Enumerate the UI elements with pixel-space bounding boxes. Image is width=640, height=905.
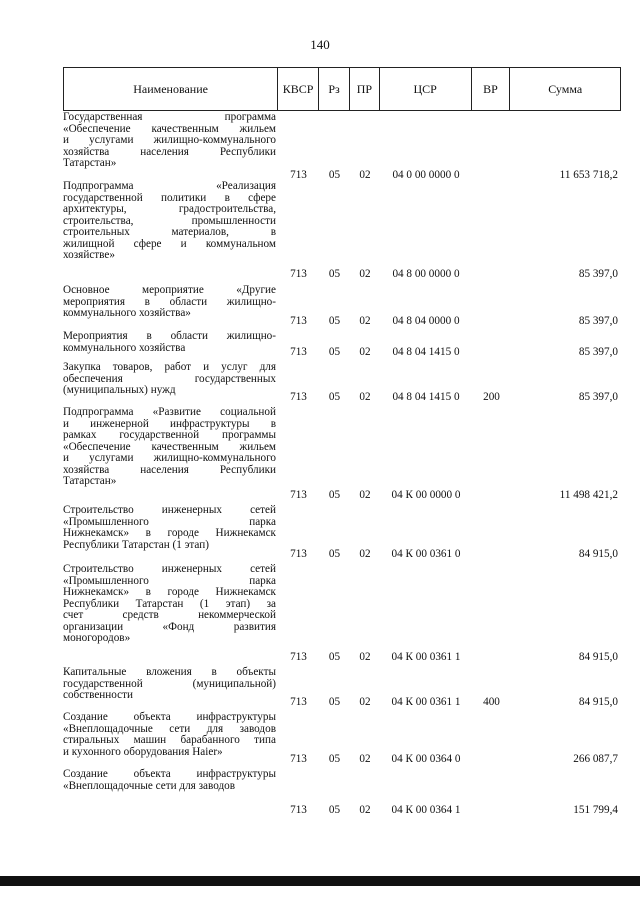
- row-pr: 02: [359, 696, 371, 709]
- row-name-line: стиральных машин барабанного типа: [63, 734, 276, 747]
- row-kvsr: 713: [290, 315, 307, 328]
- row-name-line: хозяйства населения Республики: [63, 145, 276, 158]
- page-number: 140: [310, 37, 330, 52]
- row-name: [63, 362, 278, 397]
- row-name-line: Подпрограмма «Реализация: [63, 180, 276, 192]
- row-name-line: Республики Татарстан (1 этап) за: [63, 597, 276, 610]
- table-row: [63, 769, 621, 819]
- header-rz: Рз: [319, 68, 350, 110]
- row-name: [63, 564, 278, 645]
- row-kvsr: 713: [290, 548, 307, 561]
- row-sum: 151 799,4: [573, 804, 618, 817]
- row-kvsr: 713: [290, 696, 307, 709]
- row-name-line: Нижнекамск» в городе Нижнекамск: [63, 527, 276, 540]
- row-name-line: «Внеплощадочные сети для заводов: [63, 722, 276, 735]
- row-name-line: хозяйстве»: [63, 249, 115, 262]
- row-name-line: счет средств некоммерческой: [63, 609, 276, 622]
- row-csr: 04 8 04 1415 0: [392, 346, 460, 359]
- row-name-line: государственной политики в сфере: [63, 191, 276, 204]
- row-sum: 84 915,0: [578, 651, 618, 664]
- row-kvsr: 713: [290, 391, 307, 404]
- row-vr: [472, 359, 511, 361]
- row-rz: 05: [328, 268, 341, 281]
- row-pr: 02: [359, 346, 371, 359]
- row-name-line: и услугами жилищно-коммунального: [63, 134, 276, 147]
- row-name-line: собственности: [63, 689, 133, 702]
- table-row: [63, 667, 621, 711]
- row-vr: [472, 502, 511, 504]
- table-header: [63, 67, 621, 111]
- row-rz: 05: [328, 169, 341, 182]
- row-name: [63, 712, 278, 758]
- row-name-line: Государственная программа: [63, 111, 276, 123]
- row-kvsr: 713: [290, 268, 307, 281]
- row-name-line: коммунального хозяйства»: [63, 307, 191, 320]
- row-name-line: Создание объекта инфраструктуры: [63, 711, 276, 723]
- row-name-line: государственной (муниципальной): [63, 677, 276, 690]
- row-name: [63, 285, 278, 320]
- row-sum: 11 498 421,2: [559, 489, 618, 502]
- row-name-line: Строительство инженерных сетей: [63, 504, 276, 516]
- row-csr: 04 К 00 0364 1: [391, 804, 461, 817]
- row-csr: 04 К 00 0361 0: [391, 548, 461, 561]
- row-sum: 84 915,0: [578, 696, 618, 709]
- row-name-line: «Обеспечение качественным жильем: [63, 122, 276, 135]
- row-pr: 02: [359, 268, 371, 281]
- row-vr: [472, 664, 511, 666]
- header-csr: ЦСР: [380, 68, 472, 110]
- row-vr: [472, 561, 511, 563]
- row-name-line: моногородов»: [63, 632, 131, 645]
- row-csr: 04 К 00 0361 1: [391, 696, 461, 709]
- row-kvsr: 713: [290, 804, 307, 817]
- table-row: [63, 564, 621, 666]
- row-name-line: Республики Татарстан (1 этап): [63, 538, 209, 551]
- row-name-line: коммунального хозяйства: [63, 341, 186, 354]
- row-kvsr: 713: [290, 346, 307, 359]
- row-name-line: жилищной сфере и коммунальном: [63, 237, 276, 250]
- row-name-line: Основное мероприятие «Другие: [63, 284, 276, 296]
- row-name: [63, 407, 278, 488]
- table-row: [63, 112, 621, 184]
- row-pr: 02: [359, 804, 371, 817]
- row-name-line: Капитальные вложения в объекты: [63, 666, 276, 678]
- row-name: [63, 769, 278, 792]
- header-vr: ВР: [472, 68, 511, 110]
- row-kvsr: 713: [290, 651, 307, 664]
- row-rz: 05: [328, 651, 341, 664]
- row-csr: 04 К 00 0364 0: [391, 753, 461, 766]
- row-vr: [472, 281, 511, 283]
- row-name-line: Мероприятия в области жилищно-: [63, 330, 276, 342]
- row-pr: 02: [359, 391, 371, 404]
- row-name: [63, 181, 278, 262]
- row-pr: 02: [359, 753, 371, 766]
- row-csr: 04 8 00 0000 0: [392, 268, 460, 281]
- row-name-line: и кухонного оборудования Haier»: [63, 745, 223, 758]
- row-pr: 02: [359, 651, 371, 664]
- row-rz: 05: [328, 346, 341, 359]
- row-sum: 11 653 718,2: [559, 169, 618, 182]
- row-name-line: Подпрограмма «Развитие социальной: [63, 406, 276, 418]
- header-pr: ПР: [350, 68, 380, 110]
- row-csr: 04 8 04 1415 0: [392, 391, 460, 404]
- row-name-line: «Обеспечение качественным жильем: [63, 440, 276, 453]
- table-row: [63, 505, 621, 563]
- row-csr: 04 К 00 0000 0: [391, 489, 461, 502]
- row-name: [63, 505, 278, 551]
- row-name-line: хозяйства населения Республики: [63, 463, 276, 476]
- header-kvsr: КВСР: [278, 68, 319, 110]
- row-name-line: обеспечения государственных: [63, 372, 276, 385]
- row-name-line: Татарстан»: [63, 475, 117, 488]
- row-name-line: и инженерной инфраструктуры в: [63, 417, 276, 430]
- table-row: [63, 331, 621, 361]
- row-name-line: Закупка товаров, работ и услуг для: [63, 361, 276, 373]
- row-name: [63, 112, 278, 170]
- row-rz: 05: [328, 696, 341, 709]
- row-kvsr: 713: [290, 489, 307, 502]
- row-name-line: мероприятия в области жилищно-: [63, 295, 276, 308]
- row-pr: 02: [359, 169, 371, 182]
- table-row: [63, 362, 621, 406]
- row-sum: 85 397,0: [578, 391, 618, 404]
- row-name-line: организации «Фонд развития: [63, 620, 276, 633]
- budget-table: [63, 67, 621, 817]
- row-name-line: и услугами жилищно-коммунального: [63, 452, 276, 465]
- row-name-line: Нижнекамск» в городе Нижнекамск: [63, 586, 276, 599]
- row-sum: 85 397,0: [578, 268, 618, 281]
- row-pr: 02: [359, 548, 371, 561]
- row-kvsr: 713: [290, 753, 307, 766]
- row-vr: 400: [483, 696, 500, 709]
- row-name-line: Строительство инженерных сетей: [63, 563, 276, 575]
- row-name-line: Создание объекта инфраструктуры: [63, 768, 276, 780]
- row-vr: 200: [483, 391, 500, 404]
- table-row: [63, 181, 621, 283]
- row-rz: 05: [328, 391, 341, 404]
- row-name: [63, 667, 278, 702]
- row-csr: 04 8 04 0000 0: [392, 315, 460, 328]
- row-csr: 04 К 00 0361 1: [391, 651, 461, 664]
- table-row: [63, 712, 621, 768]
- row-rz: 05: [328, 804, 341, 817]
- row-name-line: архитектуры, градостроительства,: [63, 203, 276, 216]
- row-vr: [472, 817, 511, 819]
- row-pr: 02: [359, 489, 371, 502]
- row-rz: 05: [328, 753, 341, 766]
- row-name-line: (муниципальных) нужд: [63, 384, 176, 397]
- row-csr: 04 0 00 0000 0: [392, 169, 460, 182]
- header-sum: Сумма: [548, 81, 583, 96]
- row-rz: 05: [328, 548, 341, 561]
- table-row: [63, 407, 621, 504]
- row-sum: 266 087,7: [573, 753, 618, 766]
- row-name-line: строительных материалов, в: [63, 226, 276, 239]
- row-sum: 85 397,0: [578, 346, 618, 359]
- row-name-line: «Внеплощадочные сети для заводов: [63, 779, 236, 792]
- row-name-line: «Промышленного парка: [63, 515, 276, 528]
- table-row: [63, 285, 621, 330]
- row-sum: 85 397,0: [578, 315, 618, 328]
- row-name: [63, 331, 278, 354]
- row-kvsr: 713: [290, 169, 307, 182]
- row-vr: [472, 328, 511, 330]
- header-name: Наименование: [64, 68, 278, 110]
- row-vr: [472, 766, 511, 768]
- row-rz: 05: [328, 315, 341, 328]
- row-name-line: Татарстан»: [63, 157, 117, 170]
- row-rz: 05: [328, 489, 341, 502]
- row-name-line: «Промышленного парка: [63, 574, 276, 587]
- row-name-line: строительства, промышленности: [63, 214, 276, 227]
- row-name-line: рамках государственной программы: [63, 429, 276, 442]
- row-pr: 02: [359, 315, 371, 328]
- row-sum: 84 915,0: [578, 548, 618, 561]
- scan-bottom-border: [0, 876, 640, 886]
